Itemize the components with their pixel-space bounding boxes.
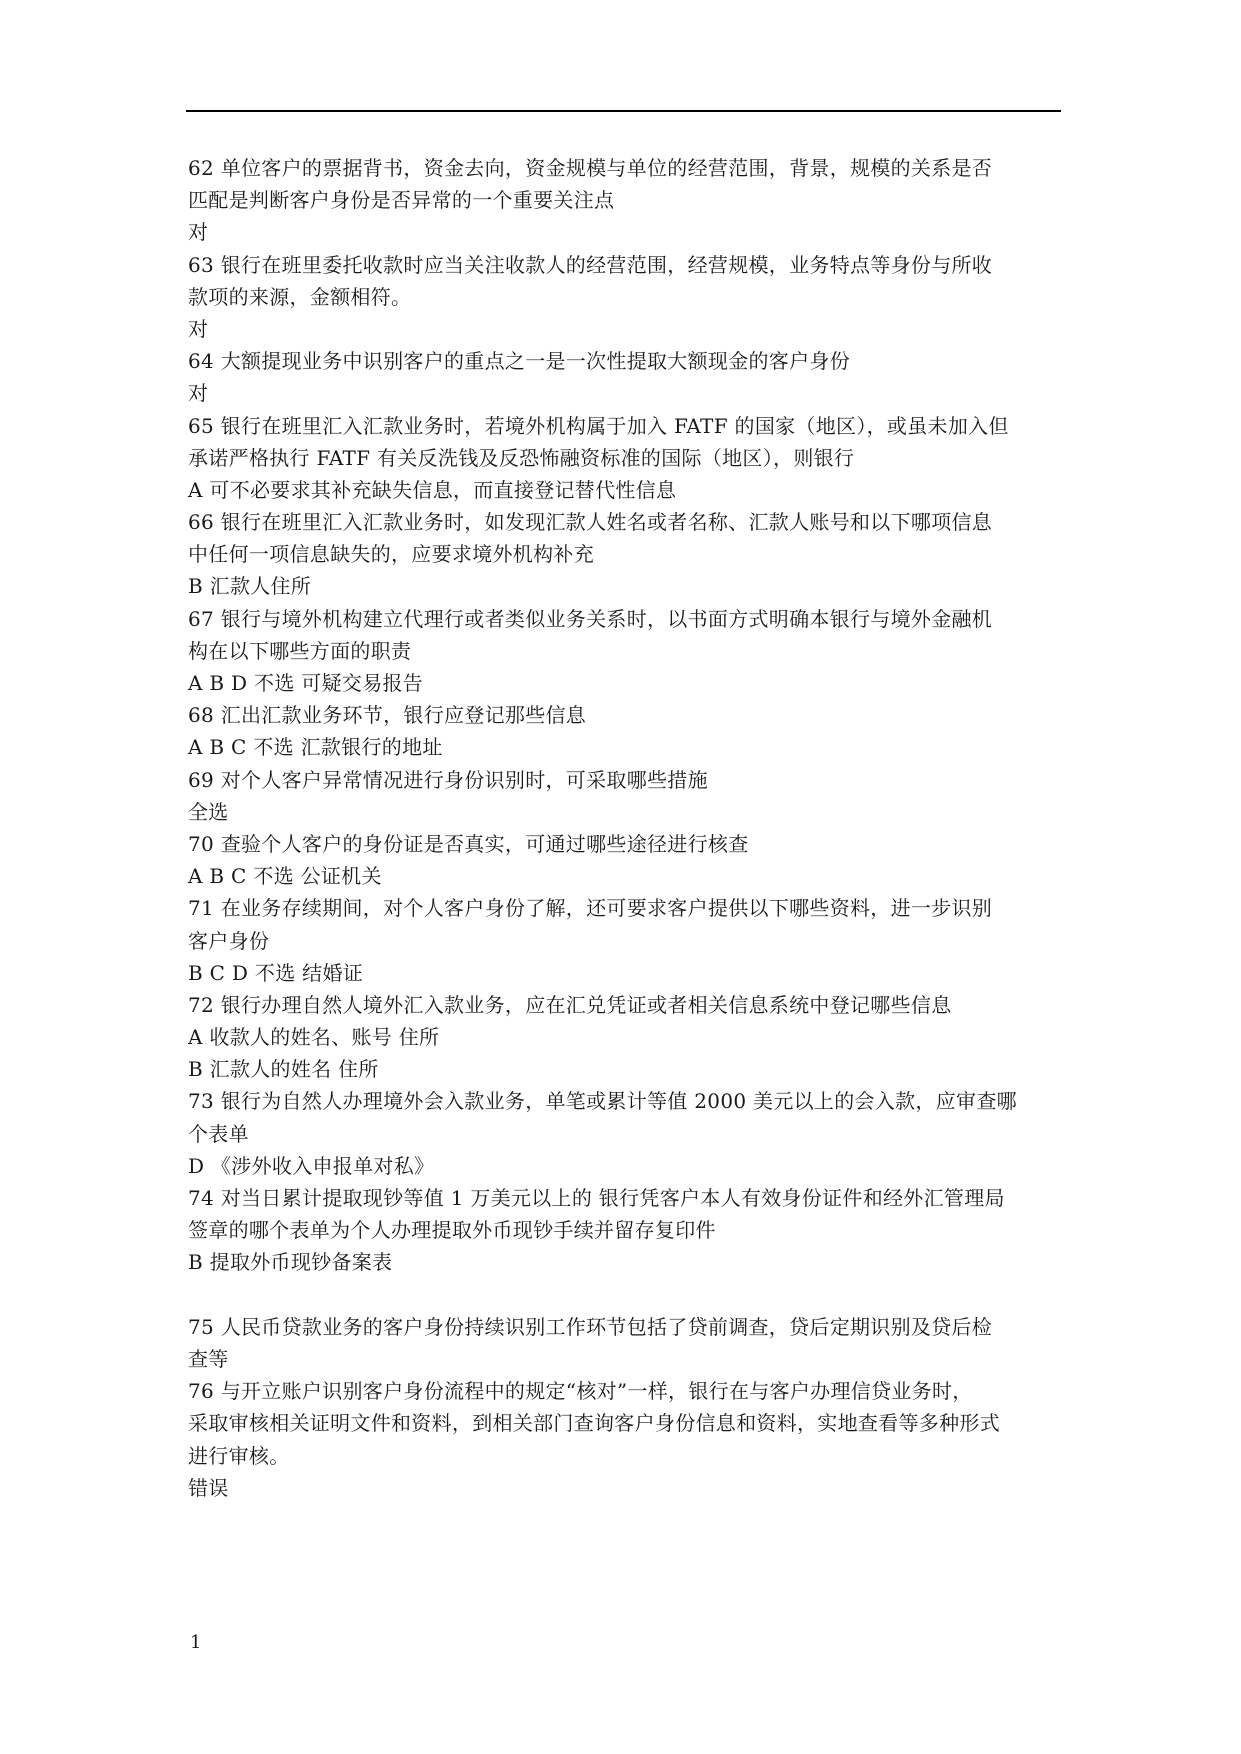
- text-line: 中任何一项信息缺失的，应要求境外机构补充: [188, 542, 594, 567]
- header-rule: [186, 110, 1061, 112]
- text-line: 构在以下哪些方面的职责: [188, 638, 412, 663]
- text-line: 67 银行与境外机构建立代理行或者类似业务关系时，以书面方式明确本银行与境外金融机: [188, 606, 993, 631]
- text-line: 查等: [188, 1346, 229, 1371]
- text-line: 70 查验个人客户的身份证是否真实，可通过哪些途径进行核查: [188, 831, 749, 856]
- document-body: [188, 152, 1068, 1504]
- text-line: 款项的来源，金额相符。: [188, 284, 412, 309]
- text-line: 68 汇出汇款业务环节，银行应登记那些信息: [188, 703, 587, 728]
- text-line: 采取审核相关证明文件和资料，到相关部门查询客户身份信息和资料，实地查看等多种形式: [188, 1411, 1000, 1436]
- text-line: 62 单位客户的票据背书，资金去向，资金规模与单位的经营范围，背景，规模的关系是否: [188, 156, 993, 180]
- text-line: 75 人民币贷款业务的客户身份持续识别工作环节包括了贷前调查，贷后定期识别及贷后检: [188, 1314, 993, 1339]
- text-line: 72 银行办理自然人境外汇入款业务，应在汇兑凭证或者相关信息系统中登记哪些信息: [188, 992, 952, 1017]
- text-line: 64 大额提现业务中识别客户的重点之一是一次性提取大额现金的客户身份: [188, 349, 851, 374]
- answer-line: 错误: [188, 1475, 229, 1500]
- answer-line: A 可不必要求其补充缺失信息，而直接登记替代性信息: [188, 477, 677, 502]
- answer-line: B 汇款人住所: [188, 574, 312, 599]
- text-line: 客户身份: [188, 928, 270, 953]
- answer-line: A B C 不选 汇款银行的地址: [188, 735, 443, 760]
- answer-line: 对: [188, 220, 209, 245]
- answer-line: A 收款人的姓名、账号 住所: [188, 1025, 440, 1050]
- text-line: 进行审核。: [188, 1443, 290, 1468]
- answer-line: A B C 不选 公证机关: [188, 864, 382, 889]
- answer-line: B 汇款人的姓名 住所: [188, 1057, 379, 1082]
- answer-line: A B D 不选 可疑交易报告: [188, 671, 424, 695]
- answer-line: D 《涉外收入申报单对私》: [188, 1153, 435, 1178]
- answer-line: 对: [188, 316, 209, 341]
- answer-line: 全选: [188, 799, 229, 824]
- text-line: 签章的哪个表单为个人办理提取外币现钞手续并留存复印件: [188, 1218, 716, 1243]
- answer-line: 对: [188, 381, 209, 406]
- answer-line: B C D 不选 结婚证: [188, 960, 364, 985]
- text-line: 74 对当日累计提取现钞等值 1 万美元以上的 银行凭客户本人有效身份证件和经外汇管理局: [188, 1186, 1005, 1210]
- answer-line: B 提取外币现钞备案表: [188, 1250, 393, 1275]
- text-line: 71 在业务存续期间，对个人客户身份了解，还可要求客户提供以下哪些资料，进一步识别: [188, 896, 993, 921]
- text-line: 个表单: [188, 1121, 249, 1146]
- text-line: 承诺严格执行 FATF 有关反洗钱及反恐怖融资标准的国际（地区），则银行: [188, 445, 855, 470]
- text-line: 76 与开立账户识别客户身份流程中的规定“核对”一样，银行在与客户办理信贷业务时，: [188, 1379, 973, 1404]
- text-line: 73 银行为自然人办理境外会入款业务，单笔或累计等值 2000 美元以上的会入款，应审查哪: [188, 1089, 1017, 1114]
- text-line: 63 银行在班里委托收款时应当关注收款人的经营范围，经营规模，业务特点等身份与所收: [188, 252, 993, 277]
- text-line: 匹配是判断客户身份是否异常的一个重要关注点: [188, 188, 615, 213]
- text-line: 66 银行在班里汇入汇款业务时，如发现汇款人姓名或者名称、汇款人账号和以下哪项信息: [188, 510, 993, 535]
- blank-line: [188, 1279, 1068, 1311]
- page-number: 1: [190, 1632, 202, 1653]
- text-line: 69 对个人客户异常情况进行身份识别时，可采取哪些措施: [188, 767, 708, 792]
- text-line: 65 银行在班里汇入汇款业务时，若境外机构属于加入 FATF 的国家（地区），或虽未加入但: [188, 413, 1009, 438]
